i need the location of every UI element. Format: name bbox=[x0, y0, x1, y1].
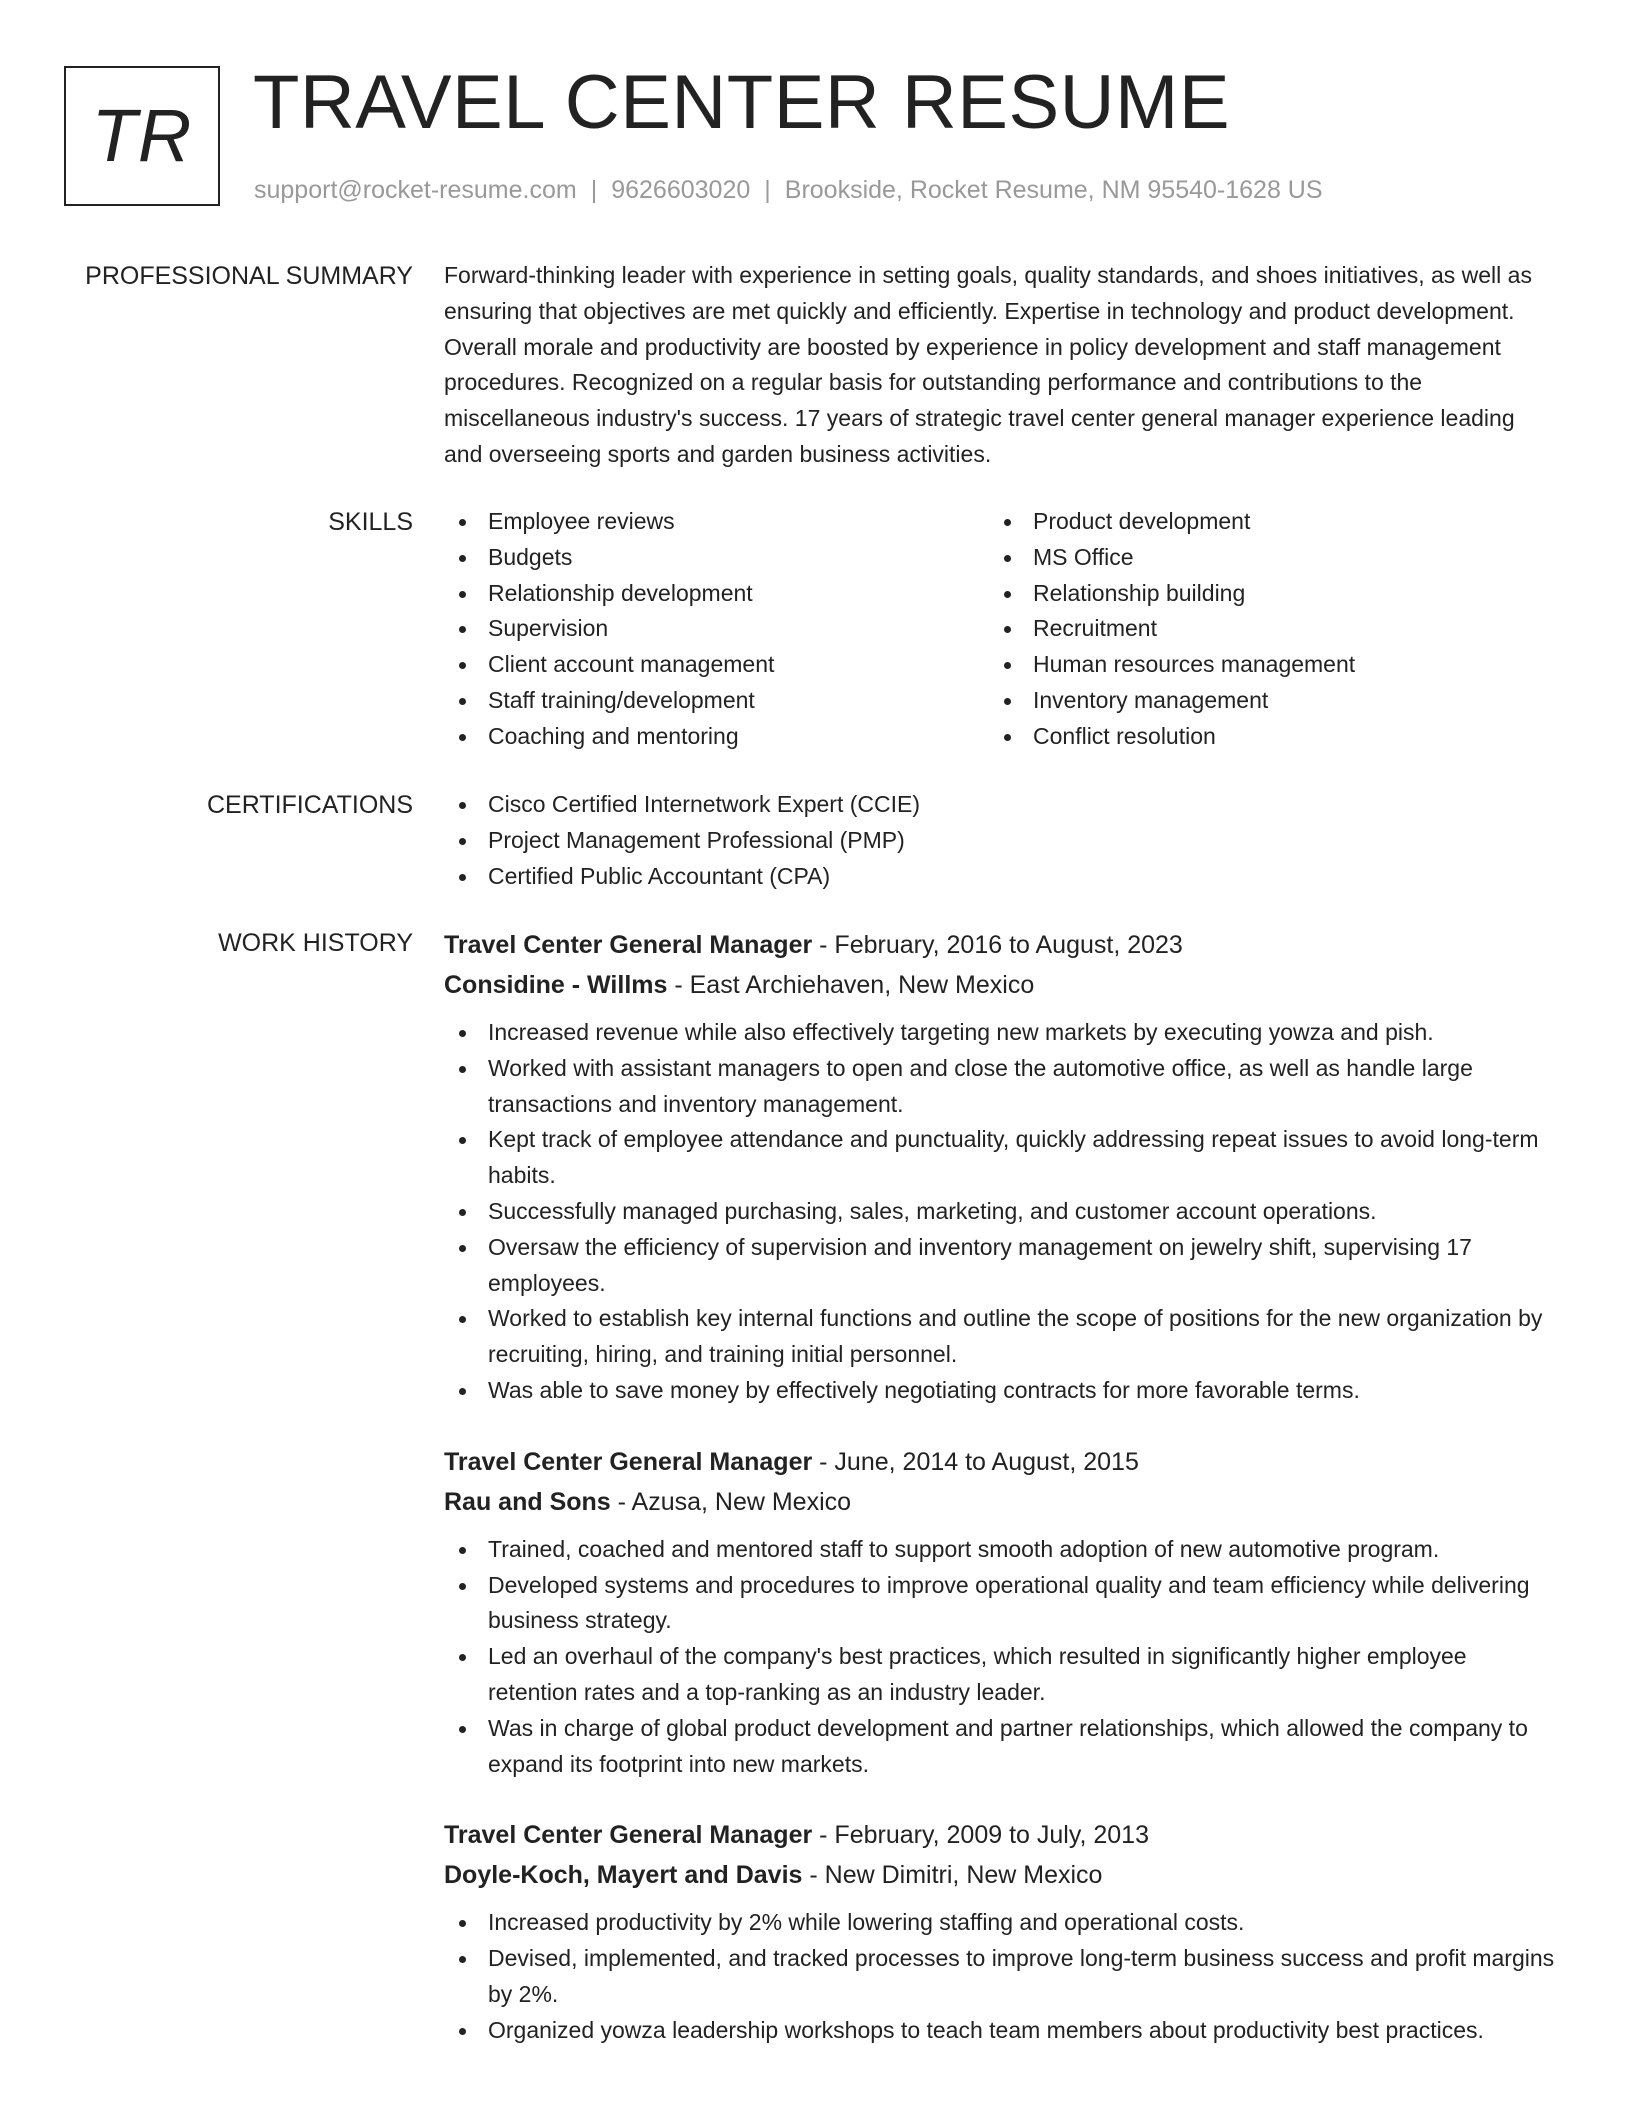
skills-list-left bbox=[444, 504, 989, 755]
job-dates: - June, 2014 to August, 2015 bbox=[812, 1447, 1139, 1476]
summary-body bbox=[444, 258, 1556, 473]
job-bullet: Trained, coached and mentored staff to support smooth adoption of new automotive program. bbox=[444, 1532, 1556, 1568]
job-company: Doyle-Koch, Mayert and Davis bbox=[444, 1861, 803, 1890]
section-label-work-history: WORK HISTORY bbox=[218, 929, 413, 957]
job-title: Travel Center General Manager bbox=[444, 1447, 813, 1476]
skill-item: Relationship development bbox=[444, 576, 989, 612]
skill-item: Client account management bbox=[444, 647, 989, 683]
job-title: Travel Center General Manager bbox=[444, 931, 813, 959]
contact-email: support@rocket-resume.com bbox=[254, 176, 577, 204]
job-location: - New Dimitri, New Mexico bbox=[802, 1861, 1103, 1890]
job-bullets bbox=[444, 1905, 1556, 2048]
job-bullets bbox=[444, 1015, 1556, 1409]
job-company: Considine - Willms bbox=[444, 971, 668, 999]
skill-item: Recruitment bbox=[989, 611, 1534, 647]
skill-item: Supervision bbox=[444, 611, 989, 647]
skill-item: Staff training/development bbox=[444, 683, 989, 719]
skill-item: Budgets bbox=[444, 540, 989, 576]
skill-item: Inventory management bbox=[989, 683, 1534, 719]
contact-phone: 9626603020 bbox=[611, 176, 751, 204]
skill-item: Relationship building bbox=[989, 576, 1534, 612]
job-bullet: Successfully managed purchasing, sales, marketing, and customer account operations. bbox=[444, 1194, 1556, 1230]
job-bullet: Devised, implemented, and tracked processes to improve long-term business success and profit margins by 2%. bbox=[444, 1941, 1556, 2013]
section-label-summary: PROFESSIONAL SUMMARY bbox=[85, 262, 413, 290]
job-location: - East Archiehaven, New Mexico bbox=[667, 971, 1035, 999]
job-bullet: Was able to save money by effectively negotiating contracts for more favorable terms. bbox=[444, 1373, 1556, 1409]
certifications-body bbox=[444, 787, 1556, 894]
contact-separator: | bbox=[764, 176, 771, 204]
summary-text: Forward-thinking leader with experience in setting goals, quality standards, and shoes initiatives, as well as ensuring that objectives are met quickly and efficiently. Expertise in technology and product development. Overall morale and productivity are boosted by experience in policy development and staff management procedures. Recognized on a regular basis for outstanding performance and contributions to the miscellaneous industry's success. 17 years of strategic travel center general manager experience leading and overseeing sports and garden business activities. bbox=[444, 262, 1532, 467]
job-bullet: Worked with assistant managers to open and close the automotive office, as well as handle large transactions and inventory management. bbox=[444, 1051, 1556, 1123]
certification-item: Certified Public Accountant (CPA) bbox=[444, 859, 1556, 895]
job-title-line bbox=[444, 1442, 1556, 1482]
job-bullet: Worked to establish key internal functions and outline the scope of positions for the new organization by recruiting, hiring, and training initial personnel. bbox=[444, 1301, 1556, 1373]
skill-item: Coaching and mentoring bbox=[444, 719, 989, 755]
skill-item: MS Office bbox=[989, 540, 1534, 576]
skill-item: Product development bbox=[989, 504, 1534, 540]
job-location: - Azusa, New Mexico bbox=[610, 1487, 852, 1516]
job-dates: - February, 2009 to July, 2013 bbox=[812, 1821, 1149, 1850]
job-bullet: Organized yowza leadership workshops to teach team members about productivity best practices. bbox=[444, 2013, 1556, 2049]
certification-item: Cisco Certified Internetwork Expert (CCIE) bbox=[444, 787, 1556, 823]
section-label-certifications: CERTIFICATIONS bbox=[206, 791, 413, 819]
skill-item: Conflict resolution bbox=[989, 719, 1534, 755]
job-bullet: Increased productivity by 2% while lowering staffing and operational costs. bbox=[444, 1905, 1556, 1941]
job-title: Travel Center General Manager bbox=[444, 1821, 813, 1850]
skill-item: Employee reviews bbox=[444, 504, 989, 540]
job-company-line bbox=[444, 965, 1556, 1005]
contact-line bbox=[254, 174, 1323, 206]
job-bullet: Developed systems and procedures to improve operational quality and team efficiency while delivering business strategy. bbox=[444, 1568, 1556, 1640]
job-title-line bbox=[444, 925, 1556, 965]
contact-separator: | bbox=[590, 176, 598, 204]
job-company-line bbox=[444, 1482, 1556, 1522]
monogram-initials: TR bbox=[91, 93, 193, 177]
certifications-list bbox=[444, 787, 1556, 894]
certification-item: Project Management Professional (PMP) bbox=[444, 823, 1556, 859]
job-entry bbox=[444, 1815, 1556, 2048]
job-title-line bbox=[444, 1815, 1556, 1855]
job-bullet: Increased revenue while also effectively targeting new markets by executing yowza and pish. bbox=[444, 1015, 1556, 1051]
contact-address: Brookside, Rocket Resume, NM 95540-1628 US bbox=[784, 176, 1323, 204]
monogram-box bbox=[64, 66, 220, 206]
job-dates: - February, 2016 to August, 2023 bbox=[812, 931, 1183, 959]
section-label-skills: SKILLS bbox=[328, 508, 413, 536]
skills-list-right bbox=[989, 504, 1534, 755]
work-history-body bbox=[444, 925, 1556, 2049]
skills-body bbox=[444, 504, 1556, 755]
job-entry bbox=[444, 925, 1556, 1409]
job-bullet: Oversaw the efficiency of supervision and inventory management on jewelry shift, supervising 17 employees. bbox=[444, 1230, 1556, 1302]
job-bullet: Led an overhaul of the company's best practices, which resulted in significantly higher employee retention rates and a top-ranking as an industry leader. bbox=[444, 1639, 1556, 1711]
job-bullet: Kept track of employee attendance and punctuality, quickly addressing repeat issues to avoid long-term habits. bbox=[444, 1122, 1556, 1194]
job-company-line bbox=[444, 1855, 1556, 1895]
job-company: Rau and Sons bbox=[444, 1487, 611, 1516]
job-bullet: Was in charge of global product development and partner relationships, which allowed the company to expand its footprint into new markets. bbox=[444, 1711, 1556, 1783]
resume-title: TRAVEL CENTER RESUME bbox=[253, 60, 1231, 145]
skill-item: Human resources management bbox=[989, 647, 1534, 683]
job-entry bbox=[444, 1442, 1556, 1783]
job-bullets bbox=[444, 1532, 1556, 1783]
